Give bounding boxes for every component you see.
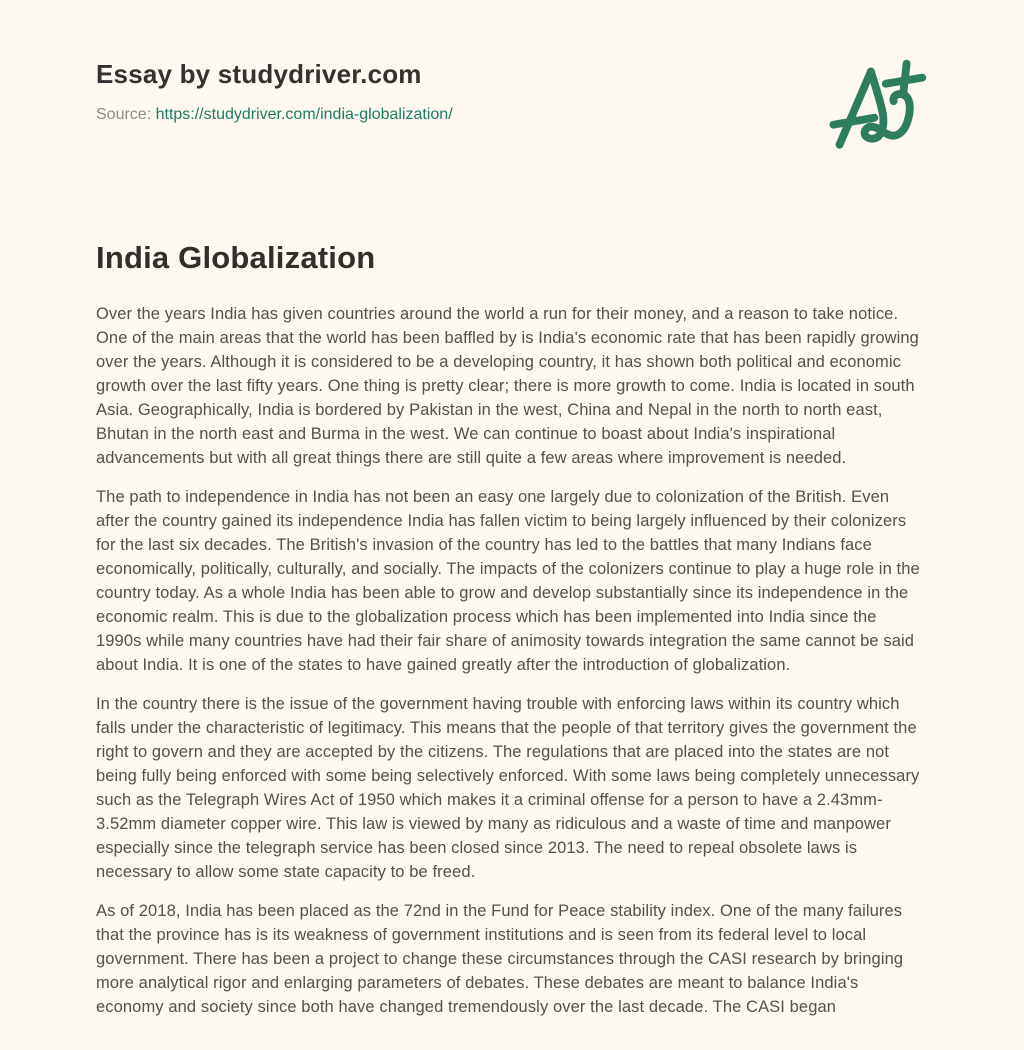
essay-paragraph: The path to independence in India has not been an easy one largely due to colonization of the British. Even after the country gained its independence India has fallen victim to being largely influenced by their colonizers for the last six decades. The British's invasion of the country has led to the battles that many Indians face economically, politically, culturally, and socially. The impacts of the colonizers continue to play a huge role in the country today. As a whole India has been able to grow and develop substantially since its independence in the economic realm. This is due to the globalization process which has been implemented into India since the 1990s while many countries have had their fair share of animosity towards integration the same cannot be said about India. It is one of the states to have gained greatly after the introduction of globalization. (96, 488, 920, 674)
source-line (96, 105, 926, 125)
source-link[interactable]: https://studydriver.com/india-globalization/ (155, 106, 453, 123)
essay-paragraph: In the country there is the issue of the government having trouble with enforcing laws within its country which falls under the characteristic of legitimacy. This means that the people of that territory gives the government the right to govern and they are accepted by the citizens. The regulations that are placed into the states are not being fully being enforced with some being selectively enforced. With some laws being completely unnecessary such as the Telegraph Wires Act of 1950 which makes it a criminal offense for a person to have a 2.43mm-3.52mm diameter copper wire. This law is viewed by many as ridiculous and a waste of time and manpower especially since the telegraph service has been closed since 2013. The need to repeal obsolete laws is necessary to allow some state capacity to be freed. (96, 695, 920, 881)
essay-content (96, 239, 926, 1019)
essay-title: India Globalization (96, 240, 376, 275)
a-plus-logo-icon (816, 52, 938, 166)
essay-paragraph: As of 2018, India has been placed as the 72nd in the Fund for Peace stability index. One of the many failures that the province has is its weakness of government institutions and is seen from its federal level to local government. There has been a project to change these circumstances through the CASI research by bringing more analytical rigor and enlarging parameters of debates. These debates are meant to balance India's economy and society since both have changed tremendously over the last decade. The CASI began (96, 902, 904, 1016)
page-header (96, 58, 926, 125)
essay-body (96, 302, 926, 1019)
source-label: Source: (96, 106, 152, 123)
site-title: Essay by studydriver.com (96, 59, 422, 89)
essay-paragraph: Over the years India has given countries around the world a run for their money, and a reason to take notice. One of the main areas that the world has been baffled by is India's economic rate that has been rapidly growing over the years. Although it is considered to be a developing country, it has shown both political and economic growth over the last fifty years. One thing is pretty clear; there is more growth to come. India is located in south Asia. Geographically, India is bordered by Pakistan in the west, China and Nepal in the north to north east, Bhutan in the north east and Burma in the west. We can continue to boast about India's inspirational advancements but with all great things there are still quite a few areas where improvement is needed. (96, 305, 919, 467)
